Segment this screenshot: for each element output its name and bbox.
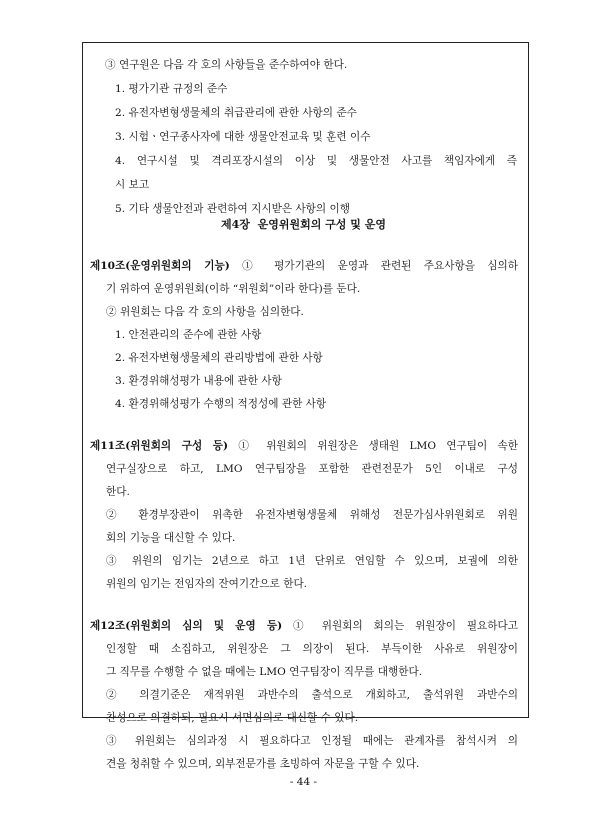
- article-12-text: ① 위원회의 회의는 위원장이 필요하다고: [282, 620, 518, 632]
- list-item: 4. 연구시설 및 격리포장시설의 이상 및 생물안전 사고를 책임자에게 즉: [115, 155, 517, 167]
- article-12-line-1: [90, 619, 518, 633]
- list-item: 3. 시험ㆍ연구종사자에 대한 생물안전교육 및 훈련 이수: [115, 131, 371, 143]
- article-12-paragraph-2: ② 의결기준은 재적위원 과반수의 출석으로 개회하고, 출석위원 과반수의: [106, 689, 518, 701]
- list-item: 2. 유전자변형생물체의 관리방법에 관한 사항: [115, 352, 323, 364]
- list-item: 3. 환경위해성평가 내용에 관한 사항: [115, 375, 282, 387]
- article-11-heading: 제11조(위원회의 구성 등): [90, 440, 229, 452]
- article-10-line-1: [90, 259, 518, 273]
- list-item: 2. 유전자변형생물체의 취급관리에 관한 사항의 준수: [115, 107, 357, 119]
- article-11-paragraph-3: ③ 위원의 임기는 2년으로 하고 1년 단위로 연임할 수 있으며, 보궐에 의한: [106, 555, 518, 567]
- article-11-line-3: 한다.: [106, 486, 130, 498]
- article-12-paragraph-2-cont: 찬성으로 의결하되, 필요시 서면심의로 대신할 수 있다.: [106, 712, 359, 724]
- article-10-text: ① 평가기관의 운영과 관련된 주요사항을 심의하: [229, 260, 519, 272]
- article-12-line-2: 인정할 때 소집하고, 위원장은 그 의장이 된다. 부득이한 사유로 위원장이: [106, 643, 518, 655]
- article-11-paragraph-3-cont: 위원의 임기는 전임자의 잔여기간으로 한다.: [106, 578, 308, 590]
- article-12-heading: 제12조(위원회의 심의 및 운영 등): [90, 620, 283, 632]
- list-item-continued: 시 보고: [115, 179, 150, 191]
- article-10-line-2: 기 위하여 운영위원회(이하 “위원회”이라 한다)를 둔다.: [106, 283, 361, 295]
- article-10-paragraph-2: ② 위원회는 다음 각 호의 사항을 심의한다.: [106, 306, 304, 318]
- page-number: - 44 -: [289, 776, 318, 788]
- article-11-paragraph-2-cont: 회의 기능을 대신할 수 있다.: [106, 532, 236, 544]
- article-12-paragraph-3-cont: 견을 청취할 수 있으며, 외부전문가를 초빙하여 자문을 구할 수 있다.: [106, 758, 420, 770]
- article-11-line-2: 연구실장으로 하고, LMO 연구팀장을 포함한 관련전문가 5인 이내로 구성: [106, 463, 518, 475]
- article-12-paragraph-3: ③ 위원회는 심의과정 시 필요하다고 인정될 때에는 관계자를 참석시켜 의: [106, 735, 518, 747]
- chapter-title: 제4장 운영위원회의 구성 및 운영: [221, 218, 386, 231]
- list-item: 1. 평가기관 규정의 준수: [115, 83, 228, 95]
- article-10-heading: 제10조(운영위원회의 기능): [90, 260, 230, 272]
- article-11-text: ① 위원회의 위원장은 생태원 LMO 연구팀이 속한: [228, 440, 519, 452]
- list-item: 1. 안전관리의 준수에 관한 사항: [115, 329, 262, 341]
- list-item: 4. 환경위해성평가 수행의 적정성에 관한 사항: [115, 398, 327, 410]
- article-12-line-3: 그 직무를 수행할 수 없을 때에는 LMO 연구팀장이 직무를 대행한다.: [106, 666, 423, 678]
- list-item: 5. 기타 생물안전과 관련하여 지시받은 사항의 이행: [115, 203, 350, 215]
- article-11-paragraph-2: ② 환경부장관이 위촉한 유전자변형생물체 위해성 전문가심사위원회로 위원: [106, 509, 518, 521]
- paragraph-3-intro: ③ 연구원은 다음 각 호의 사항들을 준수하여야 한다.: [105, 59, 348, 71]
- article-11-line-1: [90, 439, 518, 453]
